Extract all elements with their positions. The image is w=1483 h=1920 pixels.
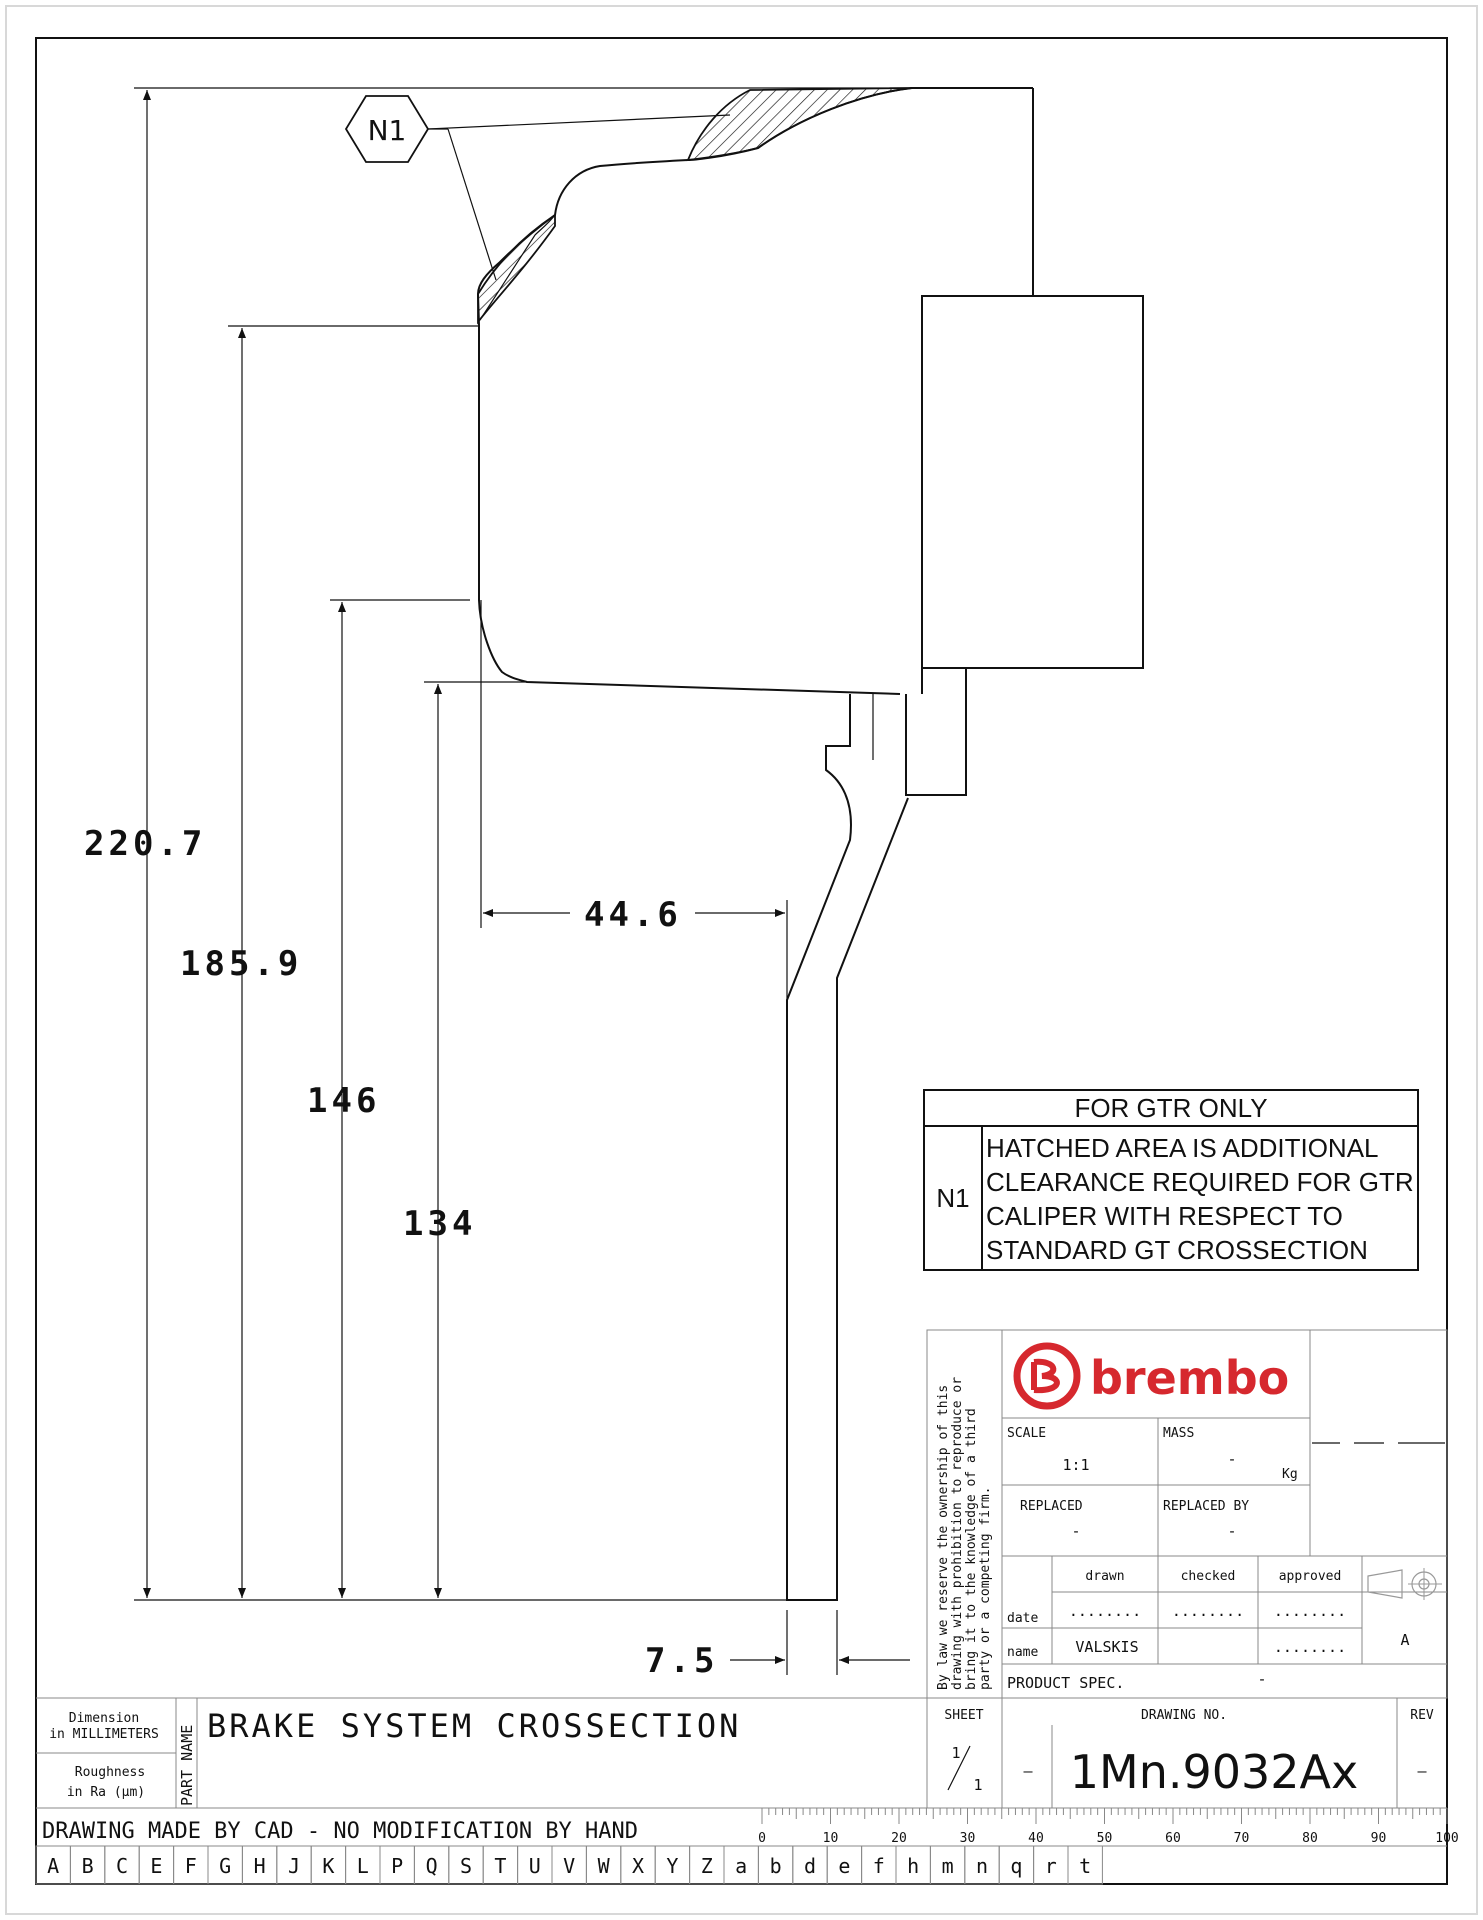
dimension-7-5: 7.5 — [645, 1641, 719, 1681]
ruler-label: 70 — [1233, 1831, 1250, 1846]
letter-glyph: J — [287, 1854, 301, 1878]
ruler-label: 90 — [1370, 1831, 1387, 1846]
scale-label: SCALE — [1007, 1426, 1047, 1441]
disc-profile — [787, 694, 908, 1600]
legal-line-3: bring it to the knowledge of a third — [964, 1408, 979, 1690]
sheet-number: 1 — [951, 1744, 961, 1762]
note-line-2: CLEARANCE REQUIRED FOR GTR — [986, 1167, 1414, 1197]
ruler-label: 40 — [1028, 1831, 1044, 1846]
mass-label: MASS — [1163, 1426, 1195, 1441]
product-spec-value: - — [1257, 1670, 1267, 1688]
ruler-label: 20 — [891, 1831, 907, 1846]
letter-glyph: r — [1044, 1854, 1057, 1878]
letter-glyph: V — [563, 1854, 576, 1878]
letter-glyph: L — [356, 1854, 369, 1878]
brembo-wordmark: brembo — [1090, 1351, 1290, 1405]
letter-glyph: Z — [700, 1854, 713, 1878]
mass-value: - — [1227, 1450, 1237, 1468]
drawing-number: 1Mn.9032Ax — [1069, 1745, 1359, 1799]
projection-symbol-icon — [1368, 1568, 1442, 1600]
letter-glyph: P — [391, 1854, 404, 1878]
letter-glyph: q — [1010, 1854, 1023, 1878]
note-line-4: STANDARD GT CROSSECTION — [986, 1235, 1368, 1265]
date-approved: ........ — [1273, 1602, 1347, 1620]
note-line-3: CALIPER WITH RESPECT TO — [986, 1201, 1343, 1231]
sheet-label: SHEET — [944, 1708, 984, 1723]
letter-glyph: n — [975, 1854, 989, 1878]
letter-glyph: B — [81, 1854, 94, 1878]
letter-glyph: U — [528, 1854, 541, 1878]
mass-unit: Kg — [1282, 1467, 1298, 1482]
dimension-44-6: 44.6 — [584, 895, 682, 935]
date-checked: ........ — [1171, 1602, 1245, 1620]
letter-glyph: E — [150, 1854, 163, 1878]
lettering-template — [36, 1846, 1102, 1884]
letter-glyph: X — [631, 1854, 645, 1878]
date-drawn: ........ — [1068, 1602, 1142, 1620]
ruler-label: 30 — [959, 1831, 976, 1846]
letter-glyph: e — [838, 1854, 851, 1878]
note-table-header: FOR GTR ONLY — [1074, 1093, 1268, 1123]
dimension-134: 134 — [403, 1204, 477, 1244]
drawing-no-label: DRAWING NO. — [1140, 1708, 1228, 1723]
rev-value: — — [1417, 1762, 1427, 1780]
dimension-lines — [134, 90, 910, 1675]
caliper-profile — [134, 88, 1033, 694]
replaced-by-value: - — [1227, 1522, 1237, 1540]
caliper-body — [906, 296, 1143, 795]
dimension-220-7: 220.7 — [84, 824, 207, 864]
date-label: date — [1007, 1611, 1039, 1626]
letter-glyph: C — [115, 1854, 129, 1878]
part-name: BRAKE SYSTEM CROSSECTION — [207, 1707, 742, 1745]
legal-line-2: drawing with prohibition to reproduce or — [950, 1376, 965, 1690]
scale-value: 1:1 — [1062, 1456, 1090, 1474]
drawing-no-dash: — — [1023, 1762, 1033, 1780]
checked-label: checked — [1180, 1569, 1236, 1584]
letter-glyph: K — [322, 1854, 335, 1878]
name-approved: ........ — [1273, 1638, 1347, 1656]
name-drawn: VALSKIS — [1075, 1638, 1139, 1656]
rev-label: REV — [1410, 1708, 1434, 1723]
letter-glyph: a — [735, 1854, 748, 1878]
letter-glyph: G — [219, 1854, 232, 1878]
n1-balloon-label: N1 — [367, 114, 407, 147]
replaced-label: REPLACED — [1020, 1499, 1083, 1514]
approved-label: approved — [1278, 1569, 1342, 1584]
cad-note: DRAWING MADE BY CAD - NO MODIFICATION BY HAND — [42, 1819, 639, 1844]
ruler-label: 100 — [1435, 1831, 1459, 1846]
letter-glyph: S — [459, 1854, 473, 1878]
letter-glyph: t — [1079, 1854, 1092, 1878]
letter-glyph: d — [803, 1854, 817, 1878]
ruler-label: 80 — [1302, 1831, 1318, 1846]
product-spec-label: PRODUCT SPEC. — [1007, 1674, 1125, 1692]
roughness-label-1: Roughness — [74, 1765, 146, 1780]
ruler-label: 0 — [758, 1831, 766, 1846]
letter-glyph: h — [907, 1854, 920, 1878]
drawn-label: drawn — [1085, 1569, 1125, 1584]
brembo-logo — [1017, 1346, 1077, 1406]
ruler-label: 60 — [1165, 1831, 1181, 1846]
letter-glyph: T — [494, 1854, 507, 1878]
letter-glyph: W — [597, 1854, 610, 1878]
part-name-label: PART NAME — [178, 1724, 196, 1806]
ruler-label: 10 — [822, 1831, 839, 1846]
hatched-area-top — [688, 88, 912, 160]
legal-line-4: party or a competing firm. — [978, 1486, 993, 1690]
dimension-label-1: Dimension — [68, 1711, 140, 1726]
legal-line-1: By law we reserve the ownership of this — [936, 1384, 951, 1690]
letter-glyph: m — [941, 1854, 954, 1878]
hatched-area-side — [478, 215, 555, 322]
dimension-146: 146 — [307, 1081, 381, 1121]
name-label: name — [1007, 1645, 1039, 1660]
note-line-1: HATCHED AREA IS ADDITIONAL — [986, 1133, 1379, 1163]
dimension-label-2: in MILLIMETERS — [49, 1727, 159, 1742]
letter-glyph: Q — [425, 1854, 438, 1878]
letter-glyph: A — [47, 1854, 60, 1878]
dimension-185-9: 185.9 — [180, 944, 303, 984]
replaced-by-label: REPLACED BY — [1163, 1499, 1250, 1514]
letter-glyph: F — [184, 1854, 197, 1878]
legal-notice — [936, 1377, 993, 1690]
sheet-total: 1 — [973, 1776, 983, 1794]
note-table-ref: N1 — [936, 1183, 970, 1213]
ruler-label: 50 — [1096, 1831, 1113, 1846]
revision-letter: A — [1400, 1631, 1410, 1649]
replaced-value: - — [1071, 1522, 1081, 1540]
letter-glyph: Y — [666, 1854, 679, 1878]
letter-glyph: b — [769, 1854, 782, 1878]
scale-ruler — [758, 1808, 1459, 1846]
letter-glyph: f — [872, 1854, 885, 1878]
letter-glyph: H — [253, 1854, 266, 1878]
roughness-label-2: in Ra (μm) — [66, 1785, 146, 1800]
